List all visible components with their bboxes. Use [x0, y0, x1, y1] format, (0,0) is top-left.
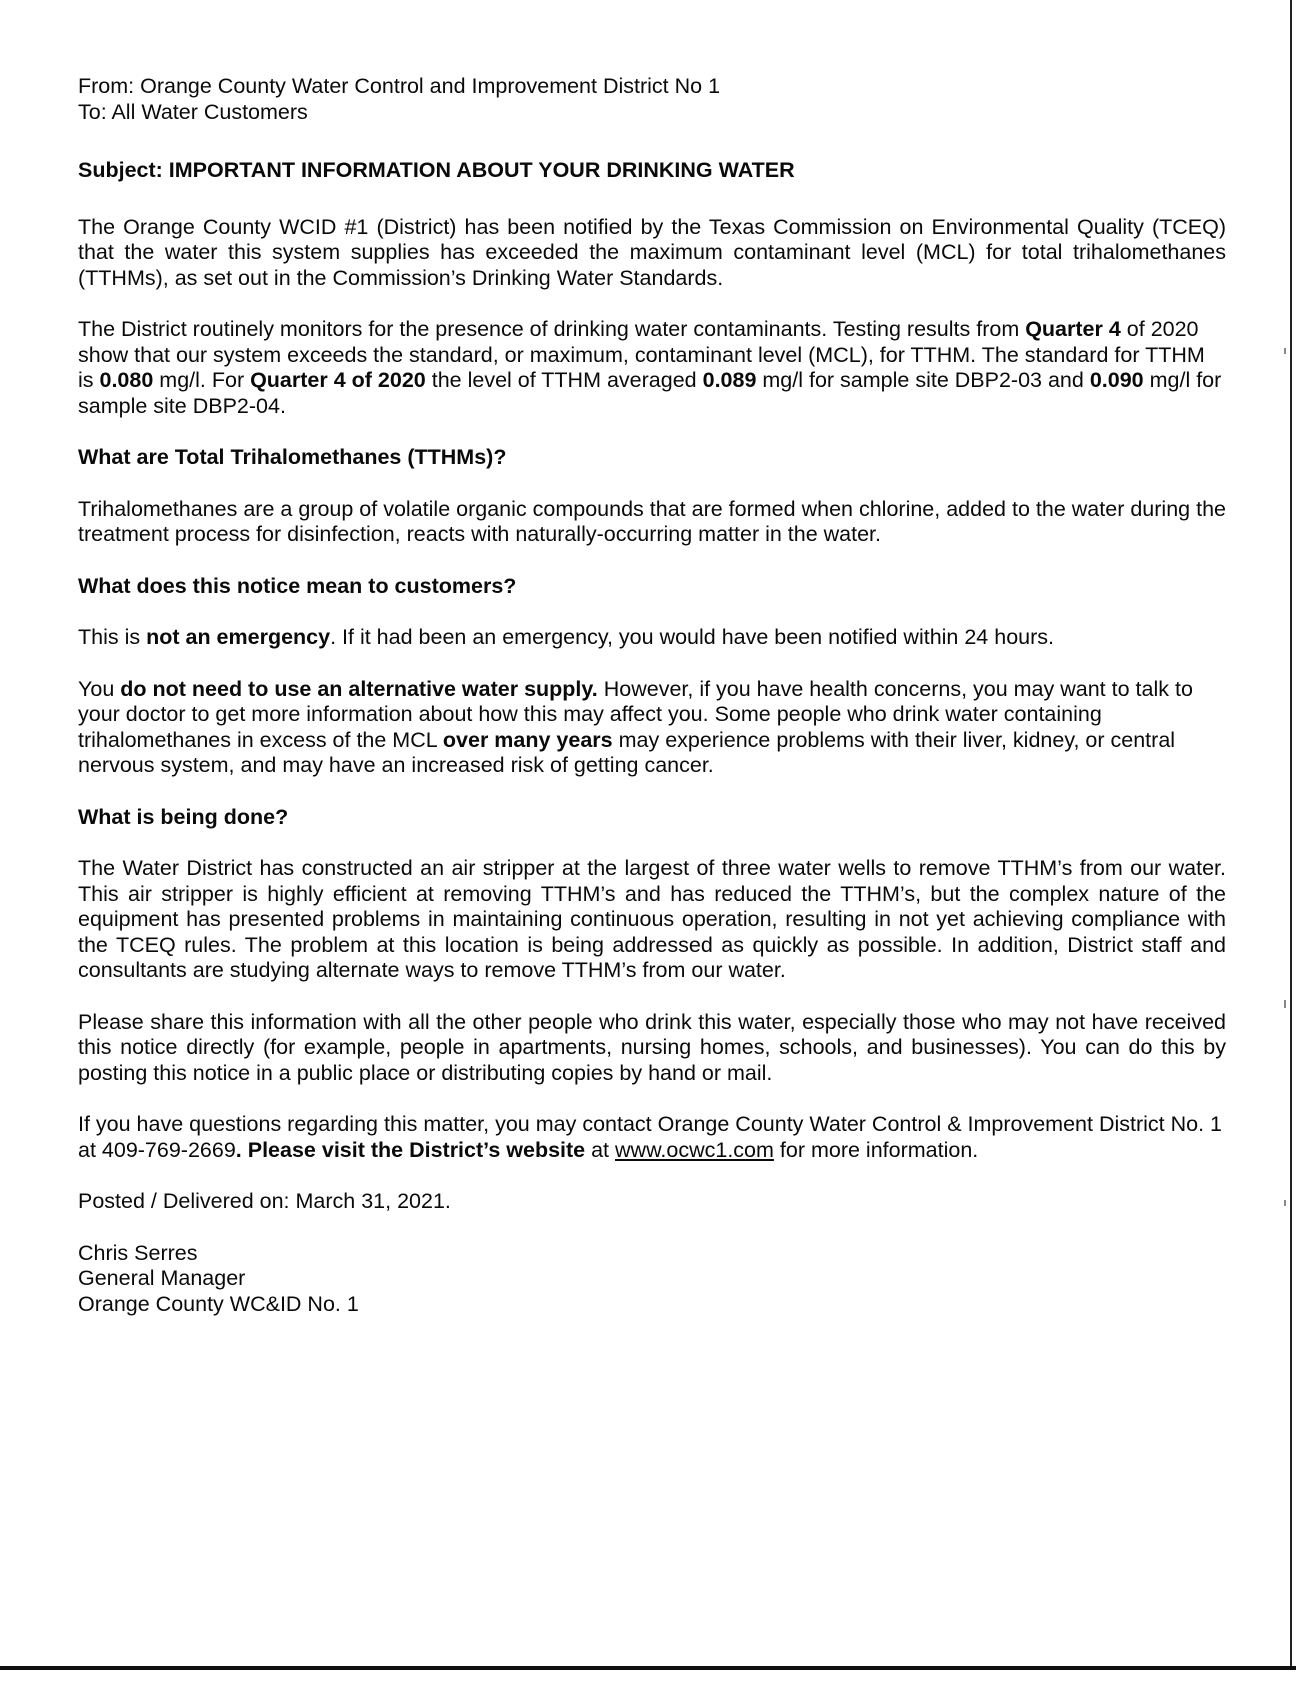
health-text-3: may experience problems with their liver, kidney, or central nervous system, and may have an increased risk of getting cancer.: [78, 727, 1176, 777]
heading-what-is-being-done: What is being done?: [78, 804, 289, 829]
health-text-1: You: [78, 676, 121, 701]
contact-text-1: If you have questions regarding this matter, you may contact Orange County Water Control & Improvement District No. 1 at 409-769-2669: [78, 1112, 1222, 1162]
website-link[interactable]: www.ocwc1.com: [615, 1137, 774, 1162]
quarter-period: Quarter 4 of 2020: [250, 368, 426, 392]
right-edge-rule: [1290, 0, 1292, 1668]
tthm-definition-paragraph: Trihalomethanes are a group of volatile organic compounds that are formed when chlorine, added to the water during the treatment process for disinfection, reacts with naturally-occurring matter in the water.: [78, 496, 1226, 546]
scan-speck: [1284, 1200, 1286, 1206]
intro-paragraph: The Orange County WCID #1 (District) has been notified by the Texas Commission on Environmental Quality (TCEQ) that the water this system supplies has exceeded the maximum contaminant level (MCL) for total trihalomethanes (TTHMs), as set out in the Commission’s Drinking Water Standards.: [78, 214, 1226, 290]
site-04-value: 0.090: [1089, 368, 1144, 392]
health-text-2: However, if you have health concerns, you may want to talk to your doctor to get more information about how this may affect you. Some people who drink water containing trihalomethanes in excess of the MCL: [78, 676, 1193, 752]
website-callout-bold: . Please visit the District’s website: [235, 1137, 586, 1162]
standard-value: 0.080: [99, 368, 154, 392]
not-emergency-text-1: This is: [78, 625, 147, 649]
site-03-value: 0.089: [702, 368, 757, 392]
not-emergency-text-2: . If it had been an emergency, you would have been notified within 24 hours.: [330, 625, 1054, 649]
bottom-edge-rule: [0, 1666, 1296, 1670]
contact-paragraph: [78, 1112, 1226, 1163]
air-stripper-paragraph: The Water District has constructed an air stripper at the largest of three water wells to remove TTHM’s from our water. This air stripper is highly efficient at removing TTHM’s and has reduced the TTHM’s, but the complex nature of the equipment has presented problems in maintaining continuous operation, resulting in not yet achieving compliance with the TCEQ rules. The problem at this location is being addressed as quickly as possible. In addition, District staff and consultants are studying alternate ways to remove TTHM’s from our water.: [78, 856, 1226, 982]
posted-date-line: Posted / Delivered on: March 31, 2021.: [78, 1189, 451, 1213]
monitoring-paragraph: [78, 317, 1226, 419]
over-many-years-bold: over many years: [442, 727, 613, 752]
contact-text-2: at: [585, 1137, 616, 1162]
heading-what-are-tthms: What are Total Trihalomethanes (TTHMs)?: [78, 445, 507, 469]
monitoring-text-1: The District routinely monitors for the presence of drinking water contaminants. Testing results from: [78, 317, 1026, 341]
monitoring-text-4: the level of TTHM averaged: [425, 368, 703, 392]
monitoring-text-6: mg/l for sample site DBP2-04.: [78, 368, 1222, 418]
monitoring-text-5: mg/l for sample site DBP2-03 and: [756, 368, 1090, 392]
monitoring-text-2: of 2020 show that our system exceeds the standard, or maximum, contaminant level (MCL), for TTHM. The standard for TTHM is: [78, 317, 1205, 392]
not-emergency-bold: not an emergency: [146, 625, 331, 649]
share-paragraph: Please share this information with all the other people who drink this water, especially those who may not have received this notice directly (for example, people in apartments, nursing homes, schools, and businesses). You can do this by posting this notice in a public place or distributing copies by hand or mail.: [78, 1009, 1226, 1085]
scan-speck: [1284, 1000, 1286, 1008]
signature-title: General Manager: [78, 1266, 246, 1290]
health-concerns-paragraph: [78, 677, 1226, 779]
signature-org: Orange County WC&ID No. 1: [78, 1291, 359, 1316]
alternative-supply-bold: do not need to use an alternative water supply.: [120, 676, 598, 701]
notice-body: [78, 74, 1226, 1317]
scan-speck: [1284, 348, 1286, 354]
quarter-label: Quarter 4: [1025, 317, 1121, 341]
subject-line: Subject: IMPORTANT INFORMATION ABOUT YOUR DRINKING WATER: [78, 158, 795, 182]
heading-what-notice-means: What does this notice mean to customers?: [78, 573, 517, 598]
contact-text-3: for more information.: [773, 1137, 979, 1162]
from-line: From: Orange County Water Control and Improvement District No 1: [78, 74, 721, 98]
not-emergency-paragraph: [78, 625, 1226, 651]
signature-name: Chris Serres: [78, 1240, 198, 1265]
to-line: To: All Water Customers: [78, 99, 308, 124]
monitoring-text-3: mg/l. For: [153, 368, 251, 392]
